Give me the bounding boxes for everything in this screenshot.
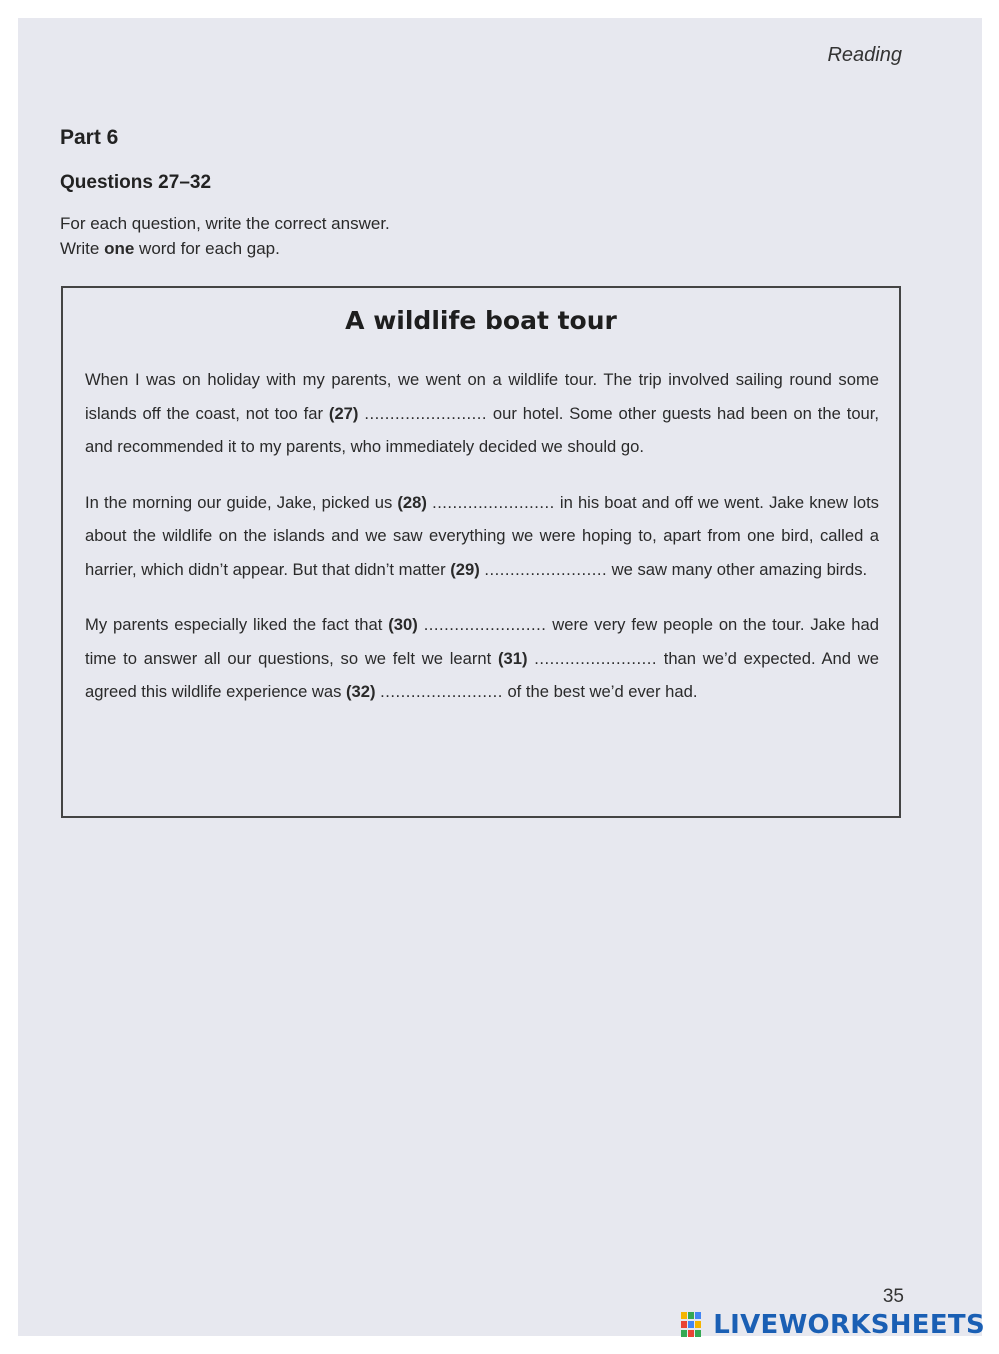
page-number: 35	[882, 1286, 904, 1307]
story-title: A wildlife boat tour	[345, 306, 617, 335]
instruction-line-1: For each question, write the correct answer.	[60, 214, 390, 233]
story-paragraph-3: My parents especially liked the fact that (30) ........................ were very few people on the tour. Jake had time to answer all our questions, so we felt we learnt (31) ........................ than we’d expected. And we agreed this wildlife experience was (32) ........................ of the best we’d ever had.	[85, 615, 879, 701]
gap-28-label: (28)	[397, 492, 427, 512]
story-paragraph-2: In the morning our guide, Jake, picked us (28) ........................ in his boat and off we went. Jake knew lots about the wildlife on the islands and we saw everything we were hoping to, apart from one bird, called a harrier, which didn’t appear. But that didn’t matter (29) ........................ we saw many other amazing birds.	[85, 492, 879, 579]
instruction-line-2: Write one word for each gap.	[60, 239, 280, 258]
story-paragraph-1: When I was on holiday with my parents, we went on a wildlife tour. The trip involved sailing round some islands off the coast, not too far (27) ........................ our hotel. Some other guests had been on the tour, and recommended it to my parents, who immediately decided we should go.	[85, 370, 879, 456]
section-label: Reading	[827, 44, 902, 66]
liveworksheets-logo[interactable]	[681, 1310, 985, 1340]
instructions	[60, 211, 390, 261]
gap-27-blank[interactable]: ........................	[364, 403, 487, 423]
gap-32-blank[interactable]: ........................	[380, 682, 503, 701]
gap-31-label: (31)	[497, 648, 528, 668]
logo-text: LIVEWORKSHEETS	[713, 1310, 985, 1340]
questions-range: Questions 27–32	[60, 172, 212, 193]
gap-29-blank[interactable]: ........................	[484, 559, 608, 579]
gap-31-blank[interactable]: ........................	[534, 648, 657, 668]
gap-28-blank[interactable]: ........................	[432, 492, 555, 512]
part-title: Part 6	[60, 126, 119, 149]
gap-30-blank[interactable]: ........................	[423, 615, 547, 634]
gap-30-label: (30)	[388, 615, 418, 634]
gap-29-label: (29)	[450, 559, 480, 579]
worksheet-page	[18, 18, 982, 1336]
gap-27-label: (27)	[328, 403, 359, 423]
liveworksheets-logo-icon	[681, 1312, 709, 1338]
story-box	[61, 286, 901, 818]
gap-32-label: (32)	[346, 682, 376, 701]
